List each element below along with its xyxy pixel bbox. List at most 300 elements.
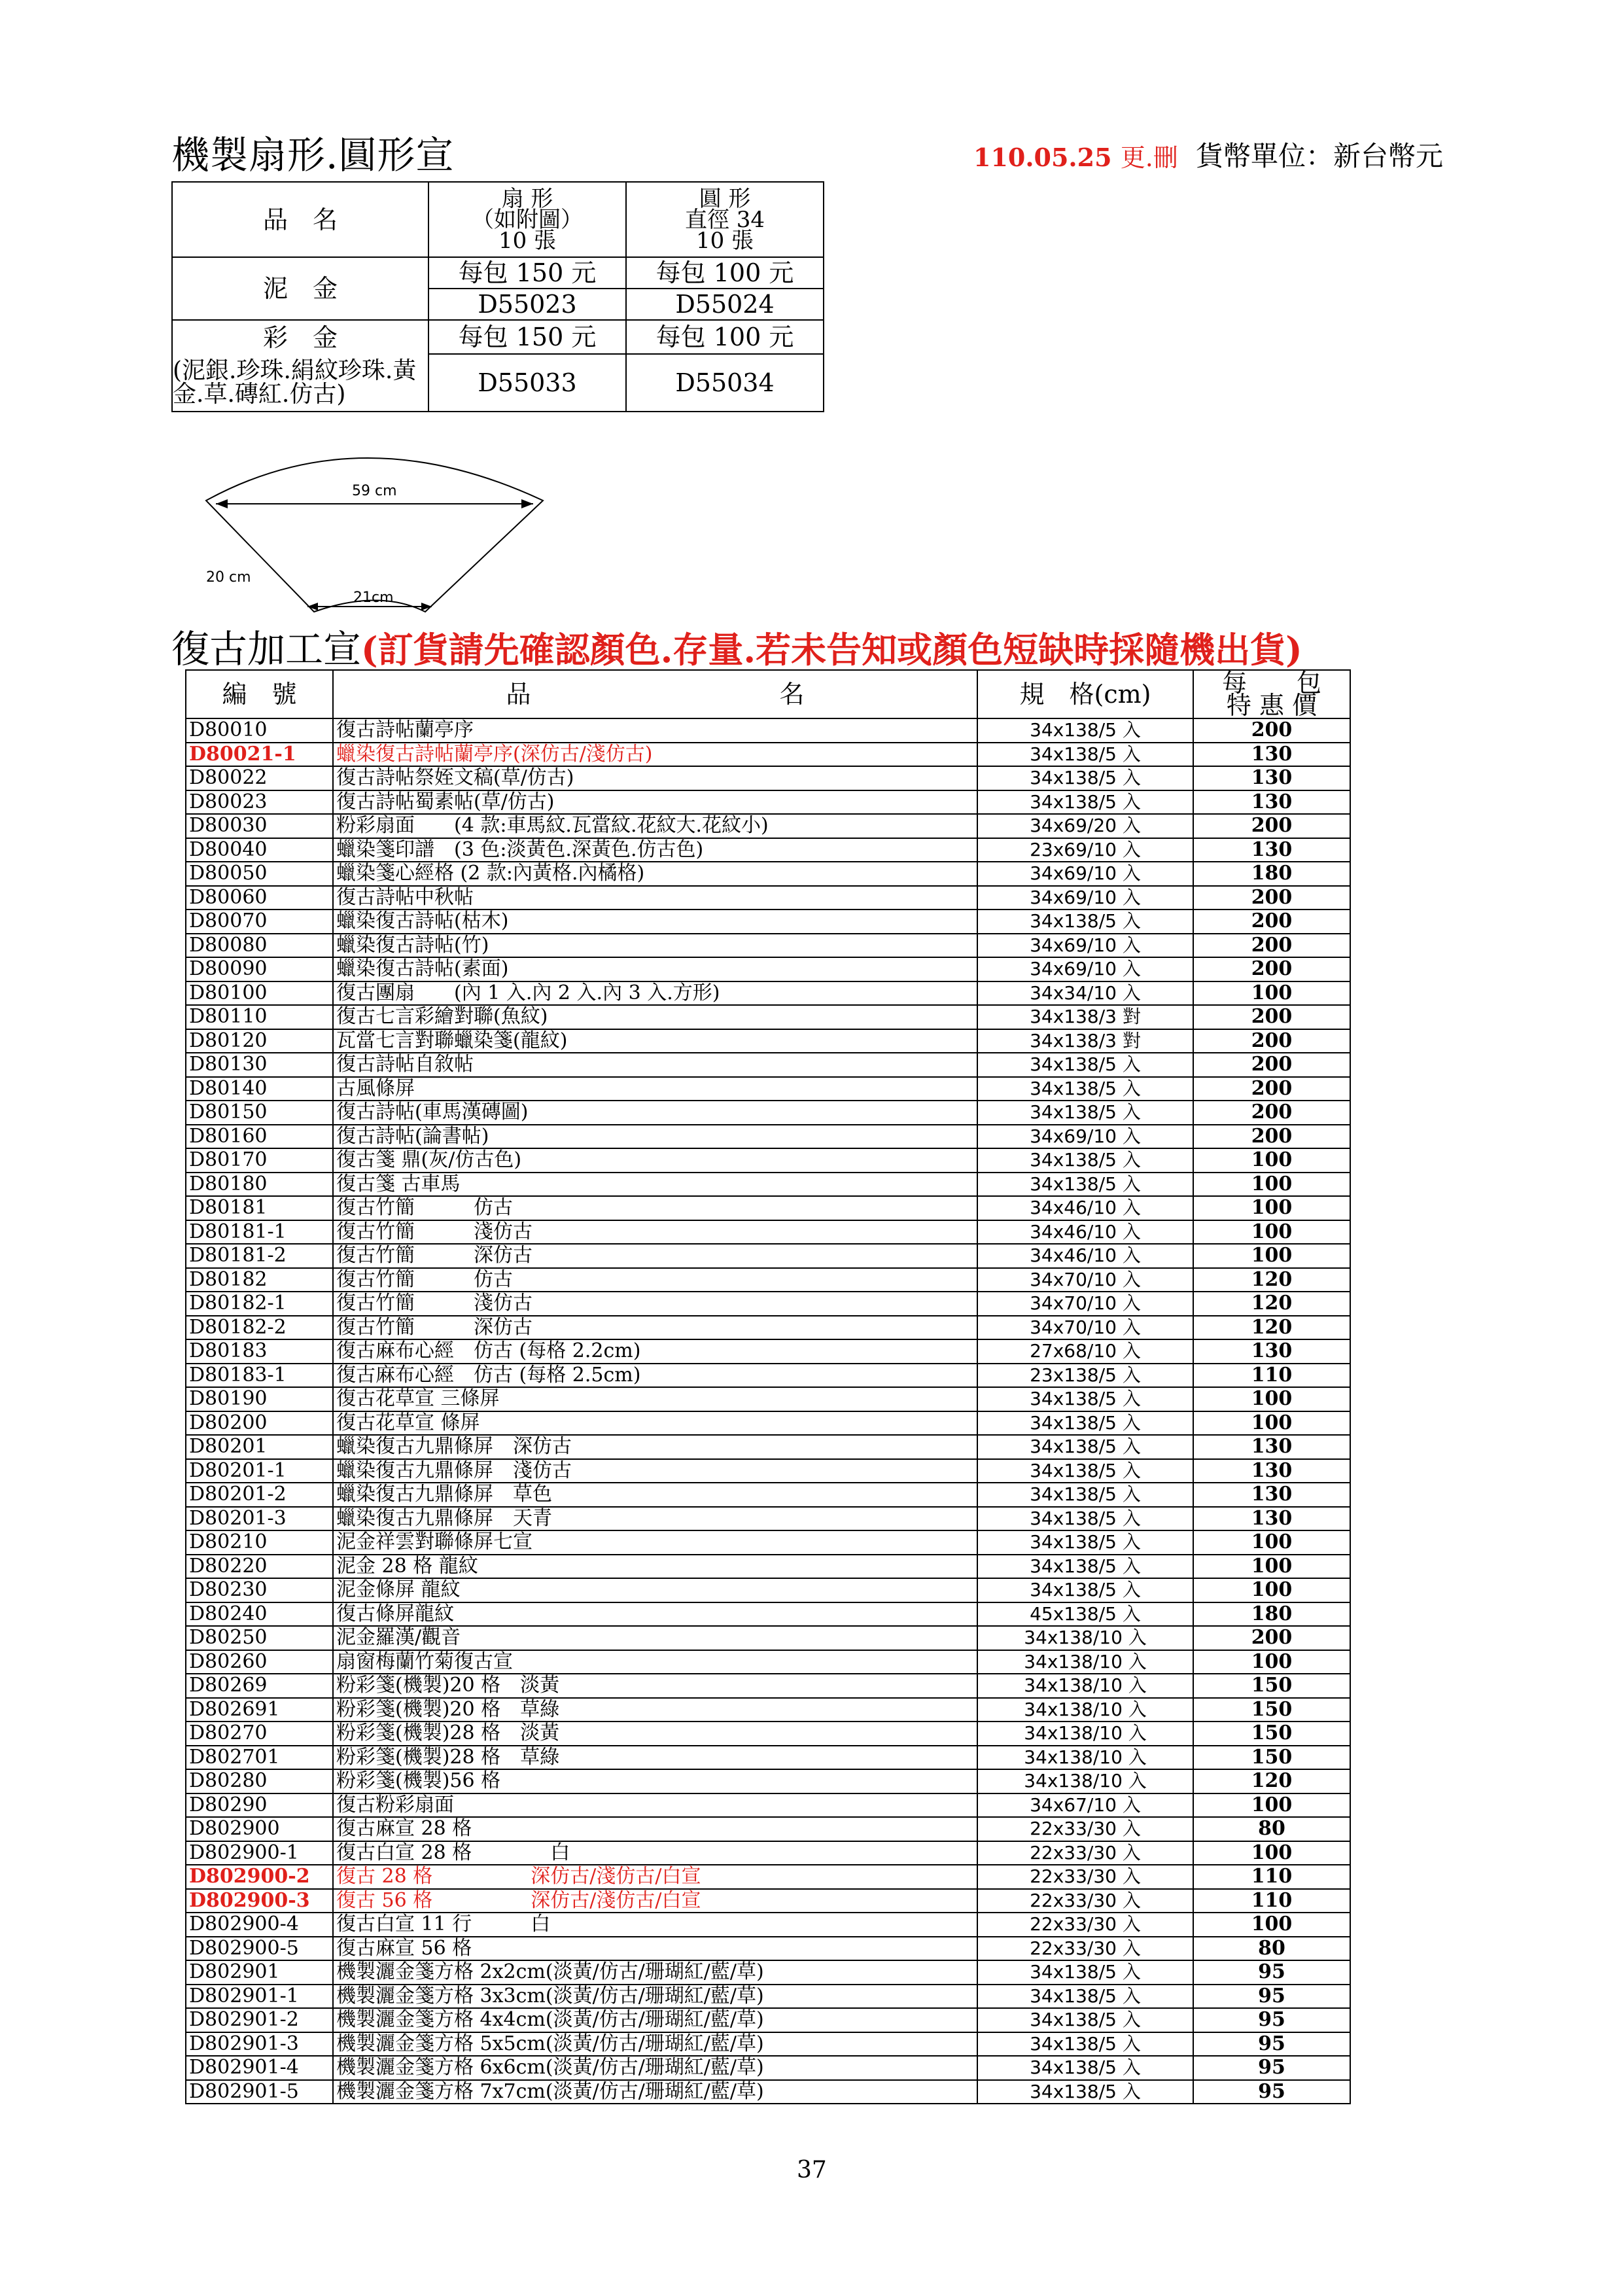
table-row <box>186 1507 1350 1531</box>
cell-price: 130 <box>1193 1339 1350 1364</box>
cell-name: 瓦當七言對聯蠟染箋(龍紋) <box>333 1029 977 1053</box>
cell-spec: 34x138/5 入 <box>977 1173 1193 1197</box>
cell-code: D80010 <box>186 718 333 743</box>
table-row <box>186 2056 1350 2080</box>
cell-price: 95 <box>1193 2008 1350 2032</box>
table-row <box>186 1101 1350 1125</box>
cell-code: D80023 <box>186 790 333 815</box>
cell-code: D802900-2 <box>186 1865 333 1889</box>
cell-spec: 34x138/5 入 <box>977 1053 1193 1077</box>
table-row <box>186 1841 1350 1865</box>
cell-code: D80181-2 <box>186 1244 333 1268</box>
cell-spec: 34x46/10 入 <box>977 1244 1193 1268</box>
cell-code: D802701 <box>186 1746 333 1770</box>
cell-spec: 34x138/5 入 <box>977 1459 1193 1483</box>
nijin-round-code: D55024 <box>626 289 824 320</box>
table-row <box>186 1793 1350 1818</box>
currency-unit: 貨幣單位：新台幣元 <box>1196 140 1444 172</box>
cell-name: 復古麻宣 56 格 <box>333 1937 977 1961</box>
cell-price: 200 <box>1193 1626 1350 1650</box>
cell-spec: 34x70/10 入 <box>977 1292 1193 1316</box>
cell-price: 100 <box>1193 1387 1350 1411</box>
cell-name: 泥金條屏 龍紋 <box>333 1578 977 1602</box>
cell-name: 粉彩箋(機製)20 格 淡黃 <box>333 1674 977 1698</box>
cell-spec: 34x138/5 入 <box>977 910 1193 934</box>
cell-code: D80290 <box>186 1793 333 1818</box>
table-row <box>186 2080 1350 2104</box>
table-row <box>186 1626 1350 1650</box>
table-row <box>186 1220 1350 1245</box>
cell-price: 130 <box>1193 1459 1350 1483</box>
table-row <box>186 766 1350 790</box>
cell-spec: 34x138/5 入 <box>977 1555 1193 1579</box>
table-row <box>186 1005 1350 1029</box>
cell-name: 粉彩箋(機製)28 格 淡黃 <box>333 1722 977 1746</box>
cell-name: 蠟染復古詩帖(枯木) <box>333 910 977 934</box>
cell-code: D80270 <box>186 1722 333 1746</box>
cell-code: D80240 <box>186 1602 333 1627</box>
cell-price: 100 <box>1193 1913 1350 1937</box>
cell-name: 復古竹簡 仿古 <box>333 1196 977 1220</box>
cell-name: 復古條屏龍紋 <box>333 1602 977 1627</box>
cell-name: 復古箋 古車馬 <box>333 1173 977 1197</box>
cell-spec: 34x138/5 入 <box>977 1387 1193 1411</box>
cell-code: D802901-3 <box>186 2032 333 2057</box>
table-row <box>186 934 1350 958</box>
cell-spec: 34x138/5 入 <box>977 2080 1193 2104</box>
cell-price: 100 <box>1193 1793 1350 1818</box>
cell-price: 100 <box>1193 1173 1350 1197</box>
cell-price: 100 <box>1193 1530 1350 1555</box>
cell-price: 200 <box>1193 1029 1350 1053</box>
table-row <box>186 790 1350 815</box>
table-row <box>186 1196 1350 1220</box>
table-row <box>186 1364 1350 1388</box>
cell-code: D80050 <box>186 862 333 886</box>
cell-spec: 34x138/10 入 <box>977 1650 1193 1674</box>
cell-spec: 34x69/10 入 <box>977 1125 1193 1149</box>
cell-name: 復古詩帖中秋帖 <box>333 886 977 910</box>
cell-code: D80120 <box>186 1029 333 1053</box>
cell-spec: 34x138/10 入 <box>977 1698 1193 1722</box>
cell-code: D802691 <box>186 1698 333 1722</box>
cell-code: D802901-5 <box>186 2080 333 2104</box>
cell-code: D80022 <box>186 766 333 790</box>
cell-price: 100 <box>1193 1196 1350 1220</box>
cell-spec: 34x138/5 入 <box>977 718 1193 743</box>
table-row <box>186 886 1350 910</box>
cell-spec: 34x69/20 入 <box>977 814 1193 838</box>
table-row <box>186 1292 1350 1316</box>
cell-name: 復古詩帖自敘帖 <box>333 1053 977 1077</box>
nijin-fan-code: D55023 <box>428 289 626 320</box>
product-table <box>185 669 1351 2104</box>
table-row <box>186 1530 1350 1555</box>
caijin-note: (泥銀.珍珠.絹紋珍珠.黃金.草.磚紅.仿古) <box>172 354 428 412</box>
col-name: 品 名 <box>333 670 977 718</box>
table-row <box>186 1411 1350 1436</box>
nijin-fan-price: 每包 150 元 <box>428 257 626 289</box>
cell-spec: 34x138/5 入 <box>977 1507 1193 1531</box>
col-price: 每 包 特 惠 價 <box>1193 670 1350 718</box>
table-row <box>186 1459 1350 1483</box>
cell-name: 復古詩帖蜀素帖(草/仿古) <box>333 790 977 815</box>
cell-name: 蠟染復古詩帖(竹) <box>333 934 977 958</box>
caijin-round-code: D55034 <box>626 354 824 412</box>
table-row <box>186 718 1350 743</box>
cell-spec: 34x138/5 入 <box>977 2032 1193 2057</box>
cell-name: 蠟染復古詩帖(素面) <box>333 957 977 981</box>
table-row <box>186 1316 1350 1340</box>
cell-spec: 22x33/30 入 <box>977 1913 1193 1937</box>
cell-price: 100 <box>1193 1650 1350 1674</box>
cell-code: D802901 <box>186 1960 333 1985</box>
table-row <box>186 862 1350 886</box>
cell-spec: 34x138/10 入 <box>977 1722 1193 1746</box>
cell-code: D802900 <box>186 1817 333 1841</box>
cell-name: 復古竹簡 仿古 <box>333 1268 977 1292</box>
cell-name: 復古白宣 28 格 白 <box>333 1841 977 1865</box>
cell-name: 復古 56 格 深仿古/淺仿古/白宣 <box>333 1889 977 1913</box>
fan-height: 20 cm <box>206 569 251 586</box>
cell-spec: 22x33/30 入 <box>977 1889 1193 1913</box>
cell-name: 粉彩箋(機製)20 格 草綠 <box>333 1698 977 1722</box>
cell-name: 復古七言彩繪對聯(魚紋) <box>333 1005 977 1029</box>
cell-name: 復古粉彩扇面 <box>333 1793 977 1818</box>
col-spec: 規 格(cm) <box>977 670 1193 718</box>
cell-spec: 34x138/5 入 <box>977 1960 1193 1985</box>
cell-code: D80183 <box>186 1339 333 1364</box>
cell-price: 130 <box>1193 1483 1350 1507</box>
cell-price: 200 <box>1193 1125 1350 1149</box>
cell-price: 130 <box>1193 838 1350 862</box>
cell-name: 復古竹簡 深仿古 <box>333 1244 977 1268</box>
nijin-round-price: 每包 100 元 <box>626 257 824 289</box>
table-row <box>186 1650 1350 1674</box>
fan-width-top: 59 cm <box>352 483 397 499</box>
cell-name: 復古詩帖(車馬漢磚圖) <box>333 1101 977 1125</box>
cell-code: D80200 <box>186 1411 333 1436</box>
cell-name: 蠟染箋印譜 (3 色:淡黃色.深黃色.仿古色) <box>333 838 977 862</box>
cell-spec: 34x138/3 對 <box>977 1005 1193 1029</box>
table-row <box>186 1148 1350 1173</box>
cell-spec: 34x70/10 入 <box>977 1268 1193 1292</box>
cell-name: 粉彩扇面 (4 款:車馬紋.瓦當紋.花紋大.花紋小) <box>333 814 977 838</box>
cell-name: 復古麻布心經 仿古 (每格 2.5cm) <box>333 1364 977 1388</box>
cell-price: 95 <box>1193 2080 1350 2104</box>
cell-code: D80260 <box>186 1650 333 1674</box>
cell-spec: 22x33/30 入 <box>977 1937 1193 1961</box>
cell-spec: 34x138/5 入 <box>977 1077 1193 1101</box>
cell-price: 200 <box>1193 910 1350 934</box>
cell-name: 復古竹簡 深仿古 <box>333 1316 977 1340</box>
cell-spec: 34x138/5 入 <box>977 1483 1193 1507</box>
cell-name: 蠟染箋心經格 (2 款:內黃格.內橘格) <box>333 862 977 886</box>
cell-spec: 34x138/5 入 <box>977 1411 1193 1436</box>
cell-code: D80030 <box>186 814 333 838</box>
page-title: 機製扇形.圓形宣 <box>171 133 455 177</box>
cell-price: 150 <box>1193 1674 1350 1698</box>
cell-price: 95 <box>1193 2056 1350 2080</box>
cell-spec: 34x138/10 入 <box>977 1674 1193 1698</box>
cell-spec: 34x138/5 入 <box>977 2008 1193 2032</box>
cell-code: D80110 <box>186 1005 333 1029</box>
cell-price: 95 <box>1193 1985 1350 2009</box>
table-row <box>186 2008 1350 2032</box>
cell-spec: 34x69/10 入 <box>977 957 1193 981</box>
cell-name: 復古詩帖(論書帖) <box>333 1125 977 1149</box>
table-row <box>186 1125 1350 1149</box>
table-row <box>186 1435 1350 1459</box>
cell-name: 機製灑金箋方格 6x6cm(淡黃/仿古/珊瑚紅/藍/草) <box>333 2056 977 2080</box>
table-row <box>186 1029 1350 1053</box>
page-number: 37 <box>797 2157 827 2183</box>
col-code: 編 號 <box>186 670 333 718</box>
cell-spec: 34x69/10 入 <box>977 862 1193 886</box>
cell-spec: 34x138/3 對 <box>977 1029 1193 1053</box>
cell-name: 扇窗梅蘭竹菊復古宣 <box>333 1650 977 1674</box>
cell-spec: 34x138/10 入 <box>977 1746 1193 1770</box>
update-date: 110.05.25 更.刪 <box>973 143 1178 172</box>
cell-price: 200 <box>1193 886 1350 910</box>
table-row <box>186 1960 1350 1985</box>
cell-price: 120 <box>1193 1316 1350 1340</box>
cell-name: 機製灑金箋方格 4x4cm(淡黃/仿古/珊瑚紅/藍/草) <box>333 2008 977 2032</box>
cell-price: 120 <box>1193 1292 1350 1316</box>
cell-price: 95 <box>1193 1960 1350 1985</box>
cell-name: 復古竹簡 淺仿古 <box>333 1220 977 1245</box>
cell-price: 80 <box>1193 1937 1350 1961</box>
cell-code: D80140 <box>186 1077 333 1101</box>
table-row <box>186 1602 1350 1627</box>
fan-shape-diagram <box>203 435 569 618</box>
table-row <box>186 1698 1350 1722</box>
cell-price: 130 <box>1193 743 1350 767</box>
fan-round-price-table <box>171 181 824 412</box>
cell-name: 粉彩箋(機製)28 格 草綠 <box>333 1746 977 1770</box>
table-row <box>186 1817 1350 1841</box>
table-row <box>186 957 1350 981</box>
cell-price: 110 <box>1193 1889 1350 1913</box>
cell-code: D80182-1 <box>186 1292 333 1316</box>
cell-spec: 34x138/5 入 <box>977 766 1193 790</box>
cell-price: 130 <box>1193 766 1350 790</box>
cell-code: D802901-1 <box>186 1985 333 2009</box>
cell-spec: 34x67/10 入 <box>977 1793 1193 1818</box>
cell-price: 200 <box>1193 814 1350 838</box>
table-row <box>186 1722 1350 1746</box>
cell-spec: 34x138/5 入 <box>977 1101 1193 1125</box>
cell-name: 機製灑金箋方格 2x2cm(淡黃/仿古/珊瑚紅/藍/草) <box>333 1960 977 1985</box>
cell-name: 泥金祥雲對聯條屏七宣 <box>333 1530 977 1555</box>
table-row <box>186 1053 1350 1077</box>
cell-name: 機製灑金箋方格 7x7cm(淡黃/仿古/珊瑚紅/藍/草) <box>333 2080 977 2104</box>
cell-name: 復古白宣 11 行 白 <box>333 1913 977 1937</box>
cell-price: 100 <box>1193 1244 1350 1268</box>
cell-price: 200 <box>1193 718 1350 743</box>
cell-code: D80230 <box>186 1578 333 1602</box>
cell-name: 復古詩帖蘭亭序 <box>333 718 977 743</box>
cell-name: 粉彩箋(機製)56 格 <box>333 1769 977 1793</box>
header-name: 品 名 <box>172 182 428 257</box>
cell-name: 泥金羅漢/觀音 <box>333 1626 977 1650</box>
table-row <box>186 814 1350 838</box>
cell-spec: 23x69/10 入 <box>977 838 1193 862</box>
table-row <box>186 1483 1350 1507</box>
cell-code: D80190 <box>186 1387 333 1411</box>
cell-code: D80040 <box>186 838 333 862</box>
cell-code: D80150 <box>186 1101 333 1125</box>
cell-name: 蠟染復古九鼎條屏 深仿古 <box>333 1435 977 1459</box>
cell-code: D80210 <box>186 1530 333 1555</box>
cell-price: 120 <box>1193 1268 1350 1292</box>
cell-price: 80 <box>1193 1817 1350 1841</box>
cell-name: 復古麻布心經 仿古 (每格 2.2cm) <box>333 1339 977 1364</box>
cell-price: 100 <box>1193 1220 1350 1245</box>
cell-name: 蠟染復古九鼎條屏 天青 <box>333 1507 977 1531</box>
table-row <box>186 1889 1350 1913</box>
cell-name: 復古詩帖祭姪文稿(草/仿古) <box>333 766 977 790</box>
cell-spec: 34x138/5 入 <box>977 743 1193 767</box>
cell-name: 復古箋 鼎(灰/仿古色) <box>333 1148 977 1173</box>
cell-code: D80070 <box>186 910 333 934</box>
cell-name: 復古竹簡 淺仿古 <box>333 1292 977 1316</box>
cell-spec: 22x33/30 入 <box>977 1865 1193 1889</box>
cell-price: 95 <box>1193 2032 1350 2057</box>
caijin-fan-code: D55033 <box>428 354 626 412</box>
table-row <box>186 1339 1350 1364</box>
cell-name: 復古花草宣 條屏 <box>333 1411 977 1436</box>
cell-price: 180 <box>1193 862 1350 886</box>
cell-price: 130 <box>1193 1507 1350 1531</box>
cell-price: 100 <box>1193 1555 1350 1579</box>
fan-width-bottom: 21cm <box>353 590 394 606</box>
cell-name: 復古花草宣 三條屏 <box>333 1387 977 1411</box>
cell-code: D80090 <box>186 957 333 981</box>
table-row <box>186 1674 1350 1698</box>
cell-name: 復古團扇 (內 1 入.內 2 入.內 3 入.方形) <box>333 981 977 1006</box>
table-row <box>186 1937 1350 1961</box>
table-row <box>186 1077 1350 1101</box>
cell-code: D80100 <box>186 981 333 1006</box>
cell-name: 蠟染復古九鼎條屏 淺仿古 <box>333 1459 977 1483</box>
cell-spec: 27x68/10 入 <box>977 1339 1193 1364</box>
cell-price: 110 <box>1193 1865 1350 1889</box>
cell-code: D80160 <box>186 1125 333 1149</box>
table-row <box>186 1913 1350 1937</box>
cell-code: D80182 <box>186 1268 333 1292</box>
cell-code: D80220 <box>186 1555 333 1579</box>
cell-spec: 34x138/10 入 <box>977 1769 1193 1793</box>
cell-code: D802900-4 <box>186 1913 333 1937</box>
cell-name: 古風條屏 <box>333 1077 977 1101</box>
cell-code: D802901-2 <box>186 2008 333 2032</box>
table-row <box>186 1173 1350 1197</box>
table-row <box>186 981 1350 1006</box>
cell-price: 100 <box>1193 1148 1350 1173</box>
table-row <box>186 1769 1350 1793</box>
cell-code: D80170 <box>186 1148 333 1173</box>
cell-spec: 34x138/5 入 <box>977 1985 1193 2009</box>
cell-spec: 34x69/10 入 <box>977 934 1193 958</box>
table-row <box>186 910 1350 934</box>
table-row <box>186 838 1350 862</box>
section-title: 復古加工宣(訂貨請先確認顏色.存量.若未告知或顏色短缺時採隨機出貨) <box>171 627 1302 671</box>
cell-price: 100 <box>1193 1578 1350 1602</box>
cell-spec: 22x33/30 入 <box>977 1817 1193 1841</box>
cell-code: D80250 <box>186 1626 333 1650</box>
cell-code: D80021-1 <box>186 743 333 767</box>
cell-price: 120 <box>1193 1769 1350 1793</box>
cell-price: 200 <box>1193 957 1350 981</box>
cell-code: D80181 <box>186 1196 333 1220</box>
cell-price: 100 <box>1193 1411 1350 1436</box>
table-row <box>186 1746 1350 1770</box>
cell-spec: 34x70/10 入 <box>977 1316 1193 1340</box>
caijin-fan-price: 每包 150 元 <box>428 320 626 354</box>
cell-price: 200 <box>1193 1101 1350 1125</box>
cell-spec: 34x34/10 入 <box>977 981 1193 1006</box>
cell-spec: 34x46/10 入 <box>977 1220 1193 1245</box>
table-row <box>186 743 1350 767</box>
cell-spec: 34x138/5 入 <box>977 1435 1193 1459</box>
cell-name: 復古 28 格 深仿古/淺仿古/白宣 <box>333 1865 977 1889</box>
cell-name: 機製灑金箋方格 5x5cm(淡黃/仿古/珊瑚紅/藍/草) <box>333 2032 977 2057</box>
table-row <box>186 1387 1350 1411</box>
cell-price: 100 <box>1193 1841 1350 1865</box>
cell-code: D802900-5 <box>186 1937 333 1961</box>
cell-price: 110 <box>1193 1364 1350 1388</box>
caijin-round-price: 每包 100 元 <box>626 320 824 354</box>
header-fan: 扇 形 （如附圖） 10 張 <box>428 182 626 257</box>
cell-code: D80180 <box>186 1173 333 1197</box>
table-row <box>186 1244 1350 1268</box>
cell-code: D80201-2 <box>186 1483 333 1507</box>
cell-spec: 34x138/10 入 <box>977 1626 1193 1650</box>
cell-code: D802900-1 <box>186 1841 333 1865</box>
cell-price: 200 <box>1193 1005 1350 1029</box>
cell-name: 泥金 28 格 龍紋 <box>333 1555 977 1579</box>
cell-code: D80201-1 <box>186 1459 333 1483</box>
cell-name: 蠟染復古詩帖蘭亭序(深仿古/淺仿古) <box>333 743 977 767</box>
cell-code: D80181-1 <box>186 1220 333 1245</box>
cell-spec: 34x46/10 入 <box>977 1196 1193 1220</box>
table-row <box>186 1865 1350 1889</box>
cell-spec: 34x138/5 入 <box>977 1148 1193 1173</box>
cell-code: D80269 <box>186 1674 333 1698</box>
row-caijin-label: 彩 金 <box>172 320 428 354</box>
cell-code: D802900-3 <box>186 1889 333 1913</box>
cell-code: D80183-1 <box>186 1364 333 1388</box>
cell-spec: 23x138/5 入 <box>977 1364 1193 1388</box>
table-row <box>186 2032 1350 2057</box>
cell-name: 機製灑金箋方格 3x3cm(淡黃/仿古/珊瑚紅/藍/草) <box>333 1985 977 2009</box>
table-row <box>186 1985 1350 2009</box>
cell-name: 復古麻宣 28 格 <box>333 1817 977 1841</box>
table-row <box>186 1555 1350 1579</box>
cell-code: D80080 <box>186 934 333 958</box>
cell-code: D80201-3 <box>186 1507 333 1531</box>
cell-code: D80060 <box>186 886 333 910</box>
cell-price: 130 <box>1193 790 1350 815</box>
cell-code: D80130 <box>186 1053 333 1077</box>
cell-price: 130 <box>1193 1435 1350 1459</box>
cell-price: 100 <box>1193 981 1350 1006</box>
cell-code: D80280 <box>186 1769 333 1793</box>
cell-spec: 34x69/10 入 <box>977 886 1193 910</box>
row-nijin-label: 泥 金 <box>172 257 428 320</box>
header-round: 圓 形 直徑 34 10 張 <box>626 182 824 257</box>
